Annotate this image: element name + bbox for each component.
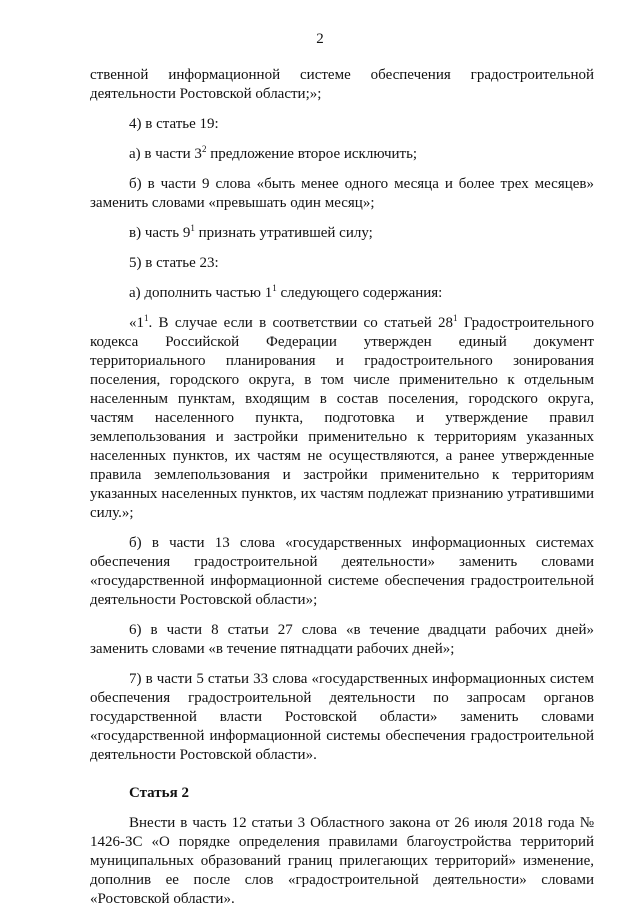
- article-heading: Статья 2: [129, 785, 189, 801]
- text-run: следующего содержания:: [276, 285, 443, 301]
- paragraph-item-5a: [90, 284, 594, 303]
- paragraph-continuation: ственной информационной системе обеспечения градостроительной деятельности Ростовской области;»;: [90, 67, 594, 102]
- superscript: 1: [144, 313, 149, 323]
- paragraph-item-4b: б) в части 9 слова «быть менее одного месяца и более трех месяцев» заменить словами «превышать один месяц»;: [90, 176, 594, 211]
- text-run: а) дополнить частью 1: [129, 285, 273, 301]
- paragraph-item-6: 6) в части 8 статьи 27 слова «в течение двадцати рабочих дней» заменить словами «в течение пятнадцати рабочих дней»;: [90, 622, 594, 657]
- document-body: [90, 66, 594, 909]
- paragraph-item-4c: [90, 224, 594, 243]
- text-run: в) часть 9: [129, 225, 191, 241]
- paragraph-item-4a: [90, 145, 594, 164]
- superscript: 1: [190, 223, 195, 233]
- text-run: признать утратившей силу;: [194, 225, 373, 241]
- paragraph-item-5: 5) в статье 23:: [129, 255, 219, 271]
- text-run: Градостроительного кодекса Российской Федерации утвержден единый документ территориального планирования и градостроительного зонирования поселения, городского округа, в том числе применительно к отдельным населенным пунктам, входящим в состав поселения, городского округа, частям населенного пункта, подготовка и утверждение правил землепользования и застройки применительно к территориям указанных населенных пунктов, их частям не осуществляются, а ранее утвержденные правила землепользования и застройки применительно к территориям указанных населенных пунктов, их частям подлежат признанию утратившими силу.»;: [90, 315, 594, 521]
- paragraph-item-5b: б) в части 13 слова «государственных информационных системах обеспечения градостроительной деятельности» заменить словами «государственной информационной системе обеспечения градостроительной деятельности Ростовской области»;: [90, 535, 594, 608]
- superscript: 1: [272, 283, 277, 293]
- text-run: предложение второе исключить;: [206, 146, 418, 162]
- text-run: . В случае если в соответствии со статьей 28: [148, 315, 454, 331]
- text-run: а) в части 3: [129, 146, 202, 162]
- superscript: 1: [453, 313, 458, 323]
- paragraph-article-2: Внести в часть 12 статьи 3 Областного закона от 26 июля 2018 года № 1426-ЗС «О порядке определения правилами благоустройства территорий муниципальных образований границ прилегающих территорий» изменение, дополнив ее после слов «градостроительной деятельности» словами «Ростовской области».: [90, 815, 594, 907]
- superscript: 2: [201, 144, 207, 154]
- paragraph-quoted-text: [90, 314, 594, 523]
- text-run: «1: [129, 315, 144, 331]
- paragraph-item-4: 4) в статье 19:: [129, 116, 219, 132]
- page-number: 2: [316, 31, 324, 47]
- paragraph-item-7: 7) в части 5 статьи 33 слова «государственных информационных систем обеспечения градостроительной деятельности по запросам органов государственной власти Ростовской области» заменить словами «государственной информационной системы обеспечения градостроительной деятельности Ростовской области».: [90, 671, 594, 763]
